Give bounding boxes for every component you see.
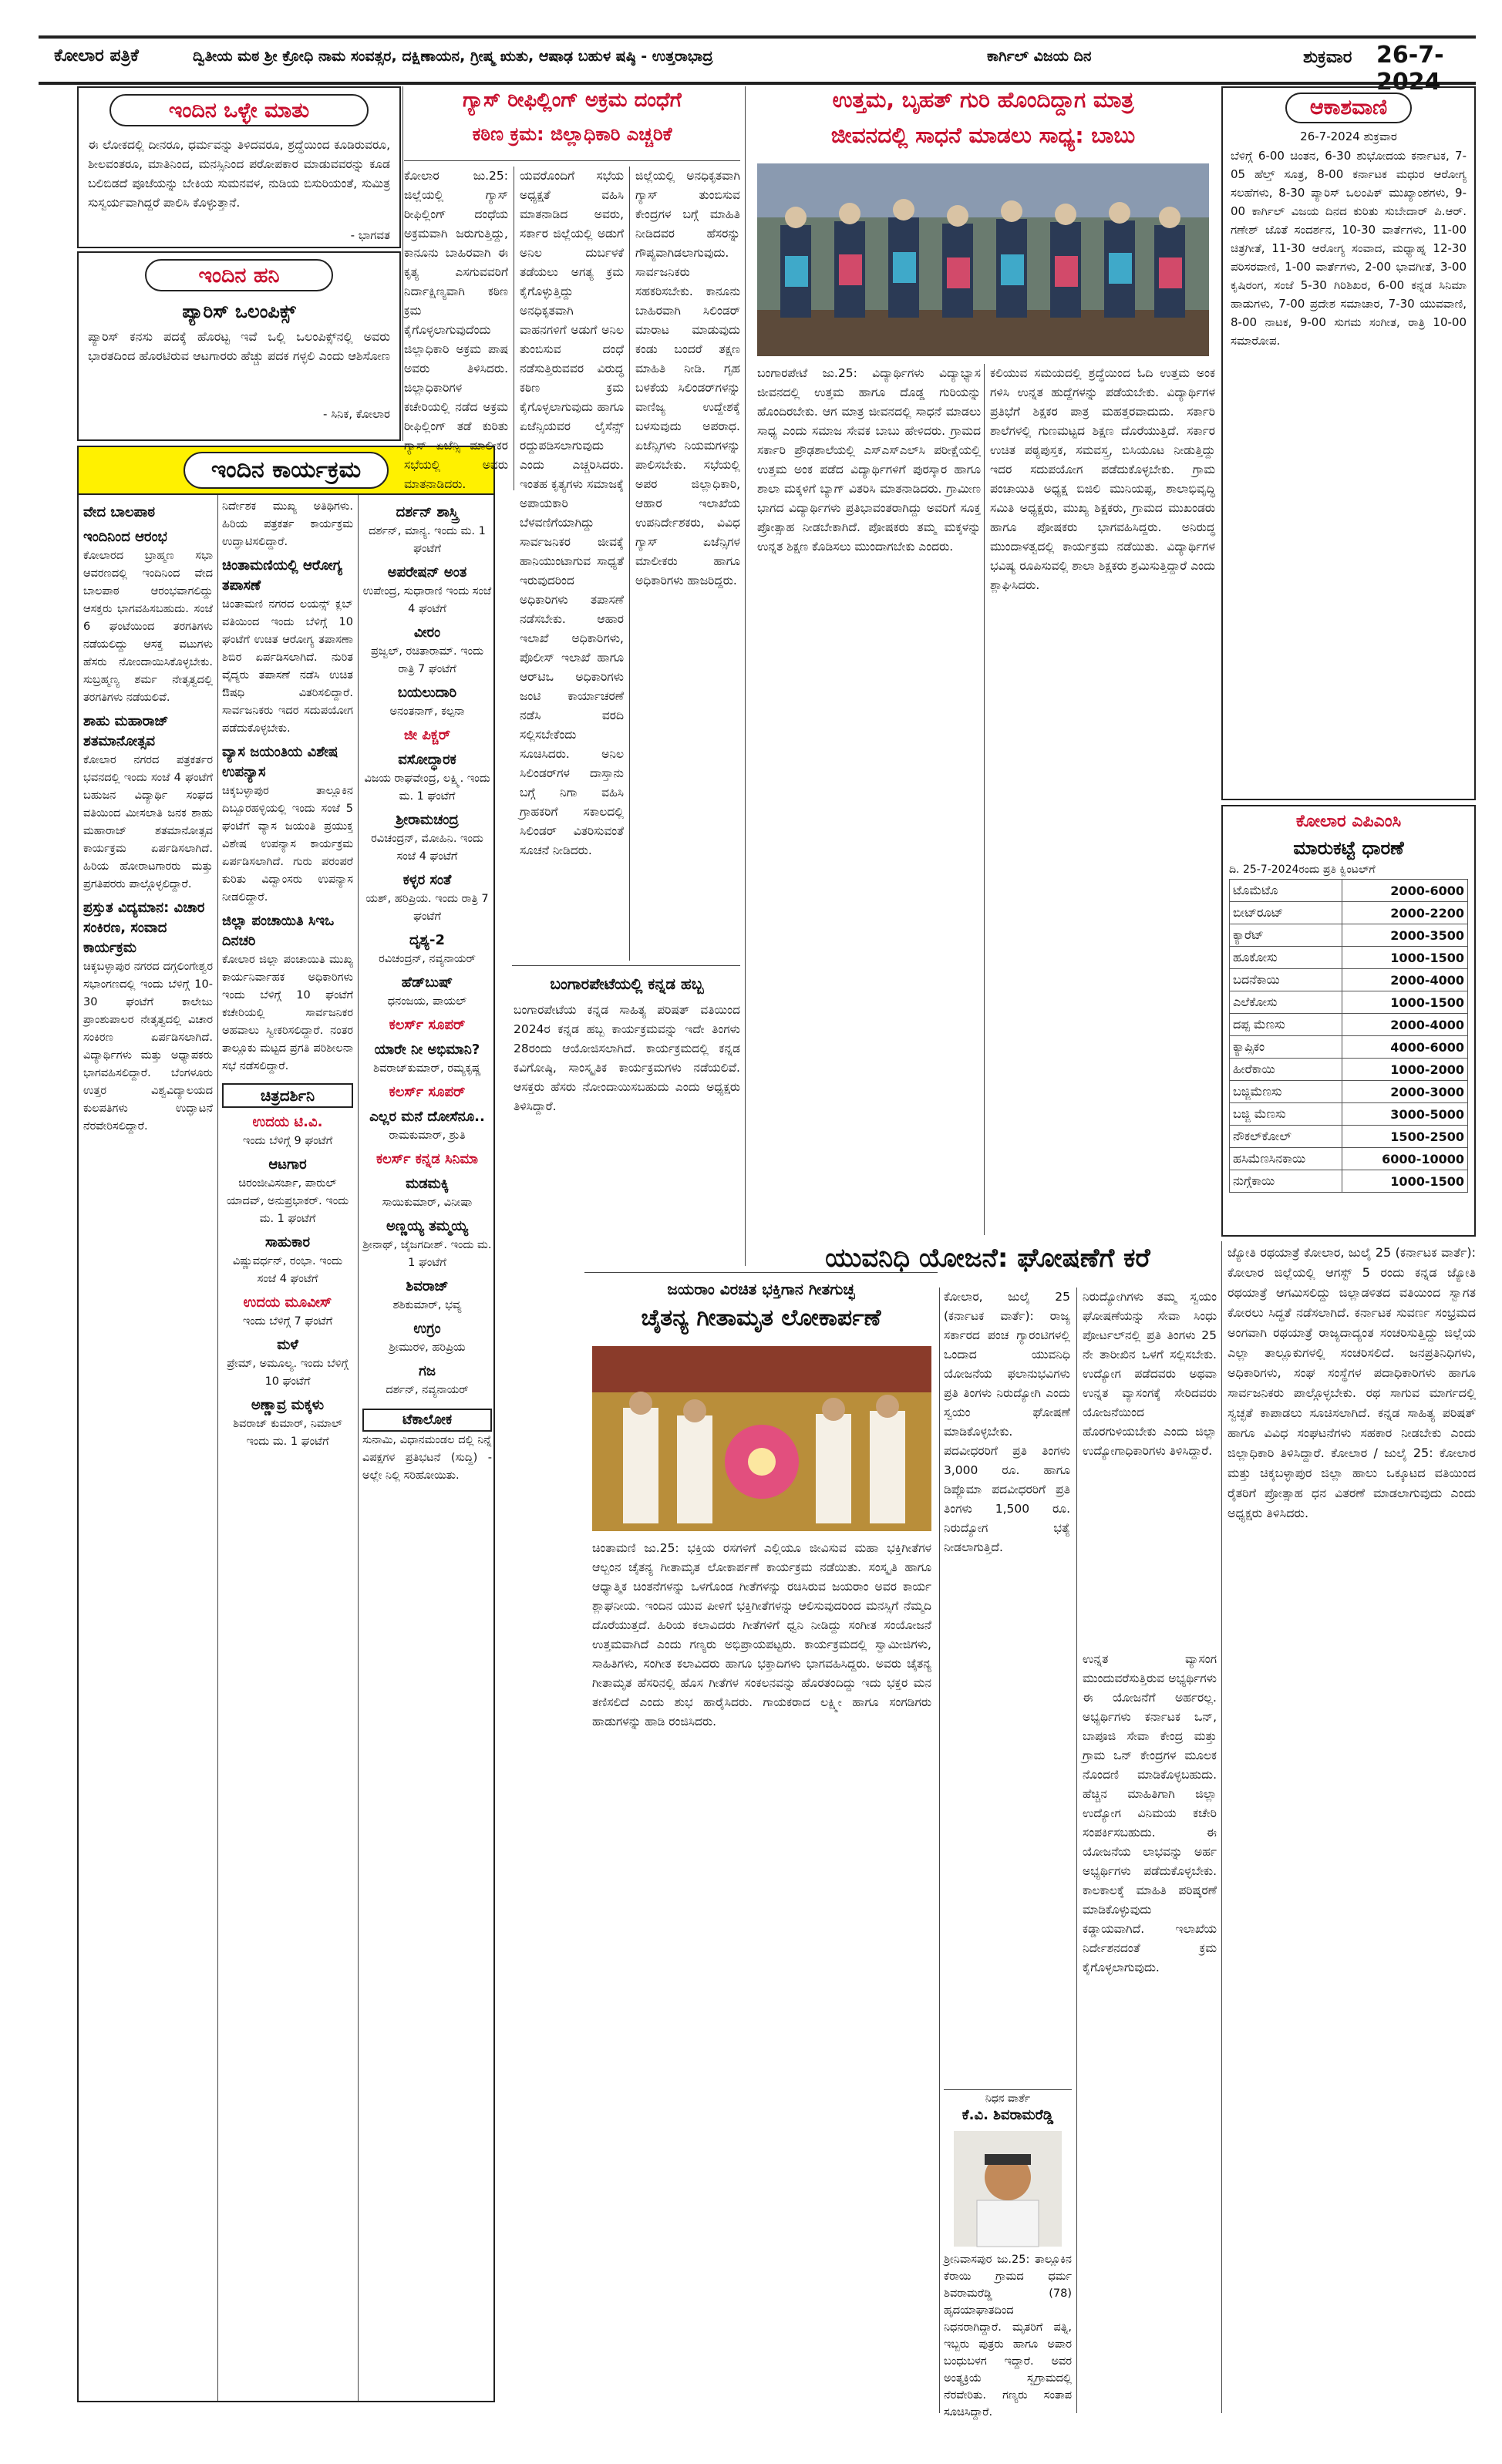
chaitanya-title: ಚೈತನ್ಯ ಗೀತಾಮೃತ ಲೋಕಾರ್ಪಣೆ: [641, 1304, 881, 1331]
gas-col-1: ಕೋಲಾರ ಜು.25: ಜಿಲ್ಲೆಯಲ್ಲಿ ಗ್ಯಾಸ್ ರೀಫಿಲ್ಲಿಂಗ್ ದಂಧೆಯ ಅಕ್ರಮವಾಗಿ ಜರುಗುತ್ತಿದ್ದು, ಕಾನೂನು ಬಾಹಿರವಾಗಿ ಈ ಕೃತ್ಯ ಎಸಗುವವರಿಗೆ ನಿರ್ದಾಕ್ಷಿಣ್ಯವಾಗಿ ಕಠಿಣ ಕ್ರಮ ಕೈಗೊಳ್ಳಲಾಗುವುದೆಂದು ಜಿಲ್ಲಾಧಿಕಾರಿ ಅಕ್ರಮ ಪಾಷ ಅವರು ತಿಳಿಸಿದರು. ಜಿಲ್ಲಾಧಿಕಾರಿಗಳ ಕಚೇರಿಯಲ್ಲಿ ನಡೆದ ಅಕ್ರಮ ರೀಫಿಲ್ಲಿಂಗ್ ತಡೆ ಕುರಿತು ಗ್ಯಾಸ್ ಏಜೆನ್ಸಿ ಮಾಲೀಕರ ಸಭೆಯಲ್ಲಿ ಅವರು ಮಾತನಾಡಿದರು.: [404, 169, 508, 491]
event-heading: ಜಿಲ್ಲಾ ಪಂಚಾಯಿತಿ ಸಿಇಒ ದಿನಚರಿ: [222, 913, 335, 949]
cinema-movie: ಶಿವರಾಜ್: [406, 1278, 449, 1294]
cinema-shows: ಚಿರಂಜೀವಿಸರ್ಜಾ, ಪಾರುಲ್ ಯಾದವ್, ಅನುಪ್ರಭಾಕರ್. ಇಂದು ಮ. 1 ಘಂಟೆಗೆ: [226, 1177, 349, 1225]
good-word-title: ಇಂದಿನ ಒಳ್ಳೇ ಮಾತು: [168, 99, 310, 123]
commodity-name: ಬೀಟ್‌ರೂಟ್: [1230, 902, 1342, 924]
market-row: [1230, 991, 1468, 1014]
cinema-movie: ಉಗ್ರಂ: [413, 1321, 441, 1337]
cinema-shows: ಧನಂಜಯ, ಪಾಯಲ್: [387, 995, 467, 1008]
aim-col-1: ಬಂಗಾರಪೇಟೆ ಜು.25: ವಿದ್ಯಾರ್ಥಿಗಳು ವಿದ್ಯಾಭ್ಯಾಸ ಜೀವನದಲ್ಲಿ ಉತ್ತಮ ಹಾಗೂ ದೊಡ್ಡ ಗುರಿಯನ್ನು ಹೊಂದಿರಬೇಕು. ಆಗ ಮಾತ್ರ ಜೀವನದಲ್ಲಿ ಸಾಧನೆ ಮಾಡಲು ಸಾಧ್ಯ ಎಂದು ಸಮಾಜ ಸೇವಕ ಬಾಬು ಹೇಳಿದರು. ಗ್ರಾಮದ ಸರ್ಕಾರಿ ಪ್ರೌಢಶಾಲೆಯಲ್ಲಿ ಎಸ್‌ಎಸ್‌ಎಲ್‌ಸಿ ಪರೀಕ್ಷೆಯಲ್ಲಿ ಉತ್ತಮ ಅಂಕ ಪಡೆದ ವಿದ್ಯಾರ್ಥಿಗಳಿಗೆ ಪುರಸ್ಕಾರ ಹಾಗೂ ಶಾಲಾ ಮಕ್ಕಳಿಗೆ ಬ್ಯಾಗ್ ವಿತರಿಸಿ ಮಾತನಾಡಿದರು. ಗ್ರಾಮೀಣ ಭಾಗದ ವಿದ್ಯಾರ್ಥಿಗಳು ಪ್ರತಿಭಾವಂತರಾಗಿದ್ದು ಅವರಿಗೆ ಸೂಕ್ತ ಪ್ರೋತ್ಸಾಹ ನೀಡಬೇಕಾಗಿದೆ. ಪೋಷಕರು ತಮ್ಮ ಮಕ್ಕಳನ್ನು ಉನ್ನತ ಶಿಕ್ಷಣ ಕೊಡಿಸಲು ಮುಂದಾಗಬೇಕು ಎಂದರು.: [757, 366, 981, 554]
commodity-name: ಕ್ಯಾಪ್ಸಿಕಂ: [1230, 1036, 1342, 1059]
cinema-movie: ವಸೋದ್ಧಾರಕ: [398, 752, 456, 768]
teleloka-title: ಟೆಕಾಲೋಕ: [362, 1409, 492, 1432]
gas-col-2: ಯವರೊಂದಿಗೆ ಸಭೆಯ ಅಧ್ಯಕ್ಷತೆ ವಹಿಸಿ ಮಾತನಾಡಿದ ಅವರು, ಸರ್ಕಾರ ಜಿಲ್ಲೆಯಲ್ಲಿ ಅಡುಗೆ ಅನಿಲ ದುರ್ಬಳಕೆ ತಡೆಯಲು ಅಗತ್ಯ ಕ್ರಮ ಕೈಗೊಳ್ಳುತ್ತಿದ್ದು ಅನಧಿಕೃತವಾಗಿ ವಾಹನಗಳಿಗೆ ಅಡುಗೆ ಅನಿಲ ತುಂಬಿಸುವ ದಂಧೆ ನಡೆಸುತ್ತಿರುವವರ ವಿರುದ್ಧ ಕಠಿಣ ಕ್ರಮ ಕೈಗೊಳ್ಳಲಾಗುವುದು ಹಾಗೂ ಏಜೆನ್ಸಿಯವರ ಲೈಸೆನ್ಸ್ ರದ್ದುಪಡಿಸಲಾಗುವುದು ಎಂದು ಎಚ್ಚರಿಸಿದರು. ಇಂತಹ ಕೃತ್ಯಗಳು ಸಮಾಜಕ್ಕೆ ಅಪಾಯಕಾರಿ ಬೆಳವಣಿಗೆಯಾಗಿದ್ದು ಸಾರ್ವಜನಿಕರ ಜೀವಕ್ಕೆ ಹಾನಿಯುಂಟಾಗುವ ಸಾಧ್ಯತೆ ಇರುವುದರಿಂದ ಅಧಿಕಾರಿಗಳು ತಪಾಸಣೆ ನಡೆಸಬೇಕು. ಆಹಾರ ಇಲಾಖೆ ಅಧಿಕಾರಿಗಳು, ಪೊಲೀಸ್ ಇಲಾಖೆ ಹಾಗೂ ಆರ್‌ಟಿಒ ಅಧಿಕಾರಿಗಳು ಜಂಟಿ ಕಾರ್ಯಾಚರಣೆ ನಡೆಸಿ ವರದಿ ಸಲ್ಲಿಸಬೇಕೆಂದು ಸೂಚಿಸಿದರು. ಅನಿಲ ಸಿಲಿಂಡರ್‌ಗಳ ದಾಸ್ತಾನು ಬಗ್ಗೆ ನಿಗಾ ವಹಿಸಿ ಗ್ರಾಹಕರಿಗೆ ಸಕಾಲದಲ್ಲಿ ಸಿಲಿಂಡರ್ ವಿತರಿಸುವಂತೆ ಸೂಚನೆ ನೀಡಿದರು.: [520, 169, 624, 857]
market-row: [1230, 924, 1468, 947]
commodity-name: ಎಲೆಕೋಸು: [1230, 991, 1342, 1014]
good-word-source: - ಭಾಗವತ: [350, 228, 390, 242]
yuvanidhi-col-3: ಉನ್ನತ ವ್ಯಾಸಂಗ ಮುಂದುವರೆಸುತ್ತಿರುವ ಅಭ್ಯರ್ಥಿಗಳು ಈ ಯೋಜನೆಗೆ ಅರ್ಹರಲ್ಲ. ಅಭ್ಯರ್ಥಿಗಳು ಕರ್ನಾಟಕ ಒನ್, ಬಾಪೂಜಿ ಸೇವಾ ಕೇಂದ್ರ ಮತ್ತು ಗ್ರಾಮ ಒನ್ ಕೇಂದ್ರಗಳ ಮೂಲಕ ನೊಂದಣಿ ಮಾಡಿಕೊಳ್ಳಬಹುದು. ಹೆಚ್ಚಿನ ಮಾಹಿತಿಗಾಗಿ ಜಿಲ್ಲಾ ಉದ್ಯೋಗ ವಿನಿಮಯ ಕಚೇರಿ ಸಂಪರ್ಕಿಸಬಹುದು. ಈ ಯೋಜನೆಯ ಲಾಭವನ್ನು ಅರ್ಹ ಅಭ್ಯರ್ಥಿಗಳು ಪಡೆದುಕೊಳ್ಳಬೇಕು. ಕಾಲಕಾಲಕ್ಕೆ ಮಾಹಿತಿ ಪರಿಷ್ಕರಣೆ ಮಾಡಿಕೊಳ್ಳುವುದು ಕಡ್ಡಾಯವಾಗಿದೆ. ಇಲಾಖೆಯ ನಿರ್ದೇಶನದಂತೆ ಕ್ರಮ ಕೈಗೊಳ್ಳಲಾಗುವುದು.: [1083, 1652, 1217, 1974]
cinema-movie: ಅಪರೇಷನ್ ಅಂತ: [387, 564, 467, 581]
obituary: [944, 2089, 1072, 2419]
commodity-price: 1000-1500: [1342, 1170, 1467, 1193]
cinema-movie: ಕಳ್ಳರ ಸಂತೆ: [402, 872, 452, 888]
event-heading: ಚಿಂತಾಮಣಿಯಲ್ಲಿ ಆರೋಗ್ಯ ತಪಾಸಣೆ: [222, 557, 342, 594]
commodity-price: 1000-1500: [1342, 947, 1467, 969]
obituary-photo: [954, 2131, 1062, 2247]
cinema-movie: ಅಣ್ಣಯ್ಯ ತಮ್ಮಯ್ಯ: [386, 1218, 469, 1234]
cinema-channel: ಕಲರ್ಸ್ ಕನ್ನಡ ಸಿನಿಮಾ: [376, 1151, 479, 1167]
drop-heading: ಪ್ಯಾರಿಸ್ ಒಲಂಪಿಕ್ಸ್: [182, 301, 296, 322]
obituary-label: ನಿಧನ ವಾರ್ತೆ: [985, 2092, 1031, 2105]
festival-story: [514, 973, 740, 1266]
cinema-shows: ಶಿವರಾಜ್‌ಕುಮಾರ್, ರಮ್ಯಕೃಷ್ಣ: [373, 1062, 481, 1075]
commodity-price: 6000-10000: [1342, 1148, 1467, 1170]
cinema-shows: ಸಾಯಿಕುಮಾರ್, ವಿನೀಷಾ: [382, 1197, 473, 1209]
cinema-movie: ಶ್ರೀರಾಮಚಂದ್ರ: [396, 812, 459, 828]
market-row: [1230, 1036, 1468, 1059]
cinema-movie: ಮಳೆ: [277, 1337, 298, 1353]
program-col-1: [83, 498, 213, 2395]
cinema-movie: ಮಡಮಕ್ಕಿ: [406, 1176, 449, 1192]
commodity-price: 2000-2200: [1342, 902, 1467, 924]
weekday: ಶುಕ್ರವಾರ: [1303, 48, 1352, 67]
market-box: [1221, 805, 1476, 1237]
cinema-shows: ಪ್ರಜ್ವಲ್, ರಚಿತಾರಾಮ್. ಇಂದು ರಾತ್ರಿ 7 ಘಂಟೆಗೆ: [370, 645, 484, 675]
cinema-channel: ಉದಯ ಟಿ.ವಿ.: [252, 1114, 323, 1130]
commodity-name: ನೌಕಲ್‌ಕೋಲ್: [1230, 1126, 1342, 1148]
program-col-2: [222, 498, 353, 2395]
gas-col-3: ಜಿಲ್ಲೆಯಲ್ಲಿ ಅನಧಿಕೃತವಾಗಿ ಗ್ಯಾಸ್ ತುಂಬಿಸುವ ಕೇಂದ್ರಗಳ ಬಗ್ಗೆ ಮಾಹಿತಿ ನೀಡಿದವರ ಹೆಸರನ್ನು ಗೌಪ್ಯವಾಗಿಡಲಾಗುವುದು. ಸಾರ್ವಜನಿಕರು ಸಹಕರಿಸಬೇಕು. ಕಾನೂನು ಬಾಹಿರವಾಗಿ ಸಿಲಿಂಡರ್ ಮಾರಾಟ ಮಾಡುವುದು ಕಂಡು ಬಂದರೆ ತಕ್ಷಣ ಮಾಹಿತಿ ನೀಡಿ. ಗೃಹ ಬಳಕೆಯ ಸಿಲಿಂಡರ್‌ಗಳನ್ನು ವಾಣಿಜ್ಯ ಉದ್ದೇಶಕ್ಕೆ ಬಳಸುವುದು ಅಪರಾಧ. ಏಜೆನ್ಸಿಗಳು ನಿಯಮಗಳನ್ನು ಪಾಲಿಸಬೇಕು. ಸಭೆಯಲ್ಲಿ ಅಪರ ಜಿಲ್ಲಾಧಿಕಾರಿ, ಆಹಾರ ಇಲಾಖೆಯ ಉಪನಿರ್ದೇಶಕರು, ವಿವಿಧ ಗ್ಯಾಸ್ ಏಜೆನ್ಸಿಗಳ ಮಾಲೀಕರು ಹಾಗೂ ಅಧಿಕಾರಿಗಳು ಹಾಜರಿದ್ದರು.: [635, 169, 740, 587]
commodity-name: ಹೀರೆಕಾಯಿ: [1230, 1059, 1342, 1081]
cinema-channel: ಕಲರ್ಸ್ ಸೂಪರ್: [389, 1017, 466, 1033]
cinema-movie: ಗಜ: [419, 1363, 436, 1379]
obituary-text: ಶ್ರೀನಿವಾಸಪುರ ಜು.25: ತಾಲ್ಲೂಕಿನ ಕೆರಾಯಿ ಗ್ರಾಮದ ಧರ್ಮ ಶಿವರಾಮರೆಡ್ಡಿ (78) ಹೃದಯಾಘಾತದಿಂದ ನಿಧನರಾಗಿದ್ದಾರೆ. ಮೃತರಿಗೆ ಪತ್ನಿ, ಇಬ್ಬರು ಪುತ್ರರು ಹಾಗೂ ಅಪಾರ ಬಂಧುಬಳಗ ಇದ್ದಾರೆ. ಅವರ ಅಂತ್ಯಕ್ರಿಯೆ ಸ್ವಗ್ರಾಮದಲ್ಲಿ ನೆರವೇರಿತು. ಗಣ್ಯರು ಸಂತಾಪ ಸೂಚಿಸಿದ್ದಾರೆ.: [944, 2254, 1072, 2419]
cinema-shows: ಶಿವರಾಜ್ ಕುಮಾರ್, ನಿಮಾಲ್ ಇಂದು ಮ. 1 ಘಂಟೆಗೆ: [233, 1418, 342, 1448]
event-text: ಕೋಲಾರ ನಗರದ ಪತ್ರಕರ್ತರ ಭವನದಲ್ಲಿ ಇಂದು ಸಂಜೆ 4 ಘಂಟೆಗೆ ಬಹುಜನ ವಿದ್ಯಾರ್ಥಿ ಸಂಘದ ವತಿಯಿಂದ ಮೀಸಲಾತಿ ಜನಕ ಶಾಹು ಮಹಾರಾಜ್ ಶತಮಾನೋತ್ಸವ ಕಾರ್ಯಕ್ರಮ ಏರ್ಪಡಿಸಲಾಗಿದೆ. ಹಿರಿಯ ಹೋರಾಟಗಾರರು ಮತ್ತು ಪ್ರಗತಿಪರರು ಪಾಲ್ಗೊಳ್ಳಲಿದ್ದಾರೆ.: [83, 754, 213, 890]
cinema-shows: ವಿಜಯ ರಾಘವೇಂದ್ರ, ಲಕ್ಷ್ಮಿ. ಇಂದು ಮ. 1 ಘಂಟೆಗೆ: [364, 773, 490, 803]
event-heading: ವೇದ ಬಾಲಪಾಠ: [83, 504, 156, 520]
market-row: [1230, 880, 1468, 902]
radio-box: [1221, 86, 1476, 800]
commodity-price: 3000-5000: [1342, 1103, 1467, 1126]
aim-col-2: ಕಲಿಯುವ ಸಮಯದಲ್ಲಿ ಶ್ರದ್ಧೆಯಿಂದ ಓದಿ ಉತ್ತಮ ಅಂಕ ಗಳಿಸಿ ಉನ್ನತ ಹುದ್ದೆಗಳನ್ನು ಪಡೆಯಬೇಕು. ವಿದ್ಯಾರ್ಥಿಗಳ ಪ್ರತಿಭೆಗೆ ಶಿಕ್ಷಕರ ಪಾತ್ರ ಮಹತ್ತರವಾದುದು. ಸರ್ಕಾರಿ ಶಾಲೆಗಳಲ್ಲಿ ಗುಣಮಟ್ಟದ ಶಿಕ್ಷಣ ದೊರೆಯುತ್ತಿದೆ. ಸರ್ಕಾರ ಉಚಿತ ಪಠ್ಯಪುಸ್ತಕ, ಸಮವಸ್ತ್ರ, ಬಿಸಿಯೂಟ ನೀಡುತ್ತಿದ್ದು ಇದರ ಸದುಪಯೋಗ ಪಡೆದುಕೊಳ್ಳಬೇಕು. ಗ್ರಾಮ ಪಂಚಾಯಿತಿ ಅಧ್ಯಕ್ಷ ಬಿಜಿಲಿ ಮುನಿಯಪ್ಪ, ಶಾಲಾಭಿವೃದ್ಧಿ ಸಮಿತಿ ಅಧ್ಯಕ್ಷರು, ಮುಖ್ಯ ಶಿಕ್ಷಕರು, ಗ್ರಾಮದ ಮುಖಂಡರು ಹಾಗೂ ಪೋಷಕರು ಭಾಗವಹಿಸಿದ್ದರು. ಅನಿರುದ್ಧ ಮುಂದಾಳತ್ವದಲ್ಲಿ ಕಾರ್ಯಕ್ರಮ ನಡೆಯಿತು. ವಿದ್ಯಾರ್ಥಿಗಳ ಭವಿಷ್ಯ ರೂಪಿಸುವಲ್ಲಿ ಶಾಲಾ ಶಿಕ್ಷಕರು ಶ್ರಮಿಸುತ್ತಿದ್ದಾರೆ ಎಂದು ಶ್ಲಾಘಿಸಿದರು.: [990, 366, 1215, 592]
cinema-shows: ಶ್ರೀಮುರಳಿ, ಹರಿಪ್ರಿಯ: [389, 1341, 466, 1354]
cinema-shows: ರಾಮಕುಮಾರ್, ಶ್ರುತಿ: [389, 1129, 466, 1142]
cinema-movie: ದರ್ಶನ್ ಶಾಸ್ತ್ರಿ: [396, 504, 459, 520]
cinema-shows: ಅನಂತನಾಗ್, ಕಲ್ಪನಾ: [389, 705, 465, 718]
cinema-shows: ವಿಷ್ಣುವರ್ಧನ್, ರಂಭಾ. ಇಂದು ಸಂಜೆ 4 ಘಂಟೆಗೆ: [232, 1255, 343, 1285]
aim-story: [749, 86, 1217, 1235]
drop-text: ಪ್ಯಾರಿಸ್ ಕನಸು ಪದಕ್ಕೆ ಹೊರಟ್ಟ ಇವೆ ಒಲ್ಲಿ ಒಲಂಪಿಕ್ಸ್‌ನಲ್ಲಿ ಅವರು ಭಾರತದಿಂದ ಹೊರಟಿರುವ ಆಟಗಾರರು ಹೆಚ್ಚು ಪದಕ ಗಳ್ಳಲಿ ಎಂದು ಆಶಿಸೋಣ: [88, 329, 390, 363]
drop-title: ಇಂದಿನ ಹನಿ: [198, 264, 280, 288]
cinema-movie: ಯಾರೇ ನೀ ಅಭಿಮಾನಿ?: [374, 1042, 480, 1058]
market-date: ದಿ. 25-7-2024ರಂದು ಪ್ರತಿ ಕ್ವಿಂಟಲ್‌ಗೆ: [1229, 863, 1376, 876]
cinema-movie: ಆಟಗಾರ: [268, 1156, 307, 1173]
commodity-name: ಬಜ್ಜಿ ಮೆಣಸು: [1230, 1103, 1342, 1126]
event-text: ಕೋಲಾರದ ಬ್ರಾಹ್ಮಣ ಸಭಾ ಆವರಣದಲ್ಲಿ ಇಂದಿನಿಂದ ವೇದ ಬಾಲಪಾಠ ಆರಂಭವಾಗಲಿದ್ದು ಆಸಕ್ತರು ಭಾಗವಹಿಸಬಹುದು. ಸಂಜೆ 6 ಘಂಟೆಯಿಂದ ತರಗತಿಗಳು ನಡೆಯಲಿದ್ದು ಆಸಕ್ತ ವಟುಗಳು ಹೆಸರು ನೋಂದಾಯಿಸಿಕೊಳ್ಳಬೇಕು. ಸುಬ್ರಹ್ಮಣ್ಯ ಶರ್ಮ ನೇತೃತ್ವದಲ್ಲಿ ತರಗತಿಗಳು ನಡೆಯಲಿವೆ.: [83, 550, 213, 704]
market-row: [1230, 1148, 1468, 1170]
drop-box: [77, 251, 401, 441]
market-row: [1230, 1014, 1468, 1036]
event-heading: ವ್ಯಾಸ ಜಯಂತಿಯ ವಿಶೇಷ ಉಪನ್ಯಾಸ: [222, 744, 338, 780]
festival-title: ಬಂಗಾರಪೇಟೆಯಲ್ಲಿ ಕನ್ನಡ ಹಬ್ಬ: [550, 974, 704, 993]
chaitanya-text: ಚಿಂತಾಮಣಿ ಜು.25: ಭಕ್ತಿಯ ರಸಗಳಿಗೆ ಎಲ್ಲಿಯೂ ಜೀವಿಸುವ ಮಹಾ ಭಕ್ತಿಗೀತೆಗಳ ಆಲ್ಬಂನ ಚೈತನ್ಯ ಗೀತಾಮೃತ ಲೋಕಾರ್ಪಣೆ ಕಾರ್ಯಕ್ರಮ ನಡೆಯಿತು. ಸಂಸ್ಕೃತಿ ಹಾಗೂ ಆಧ್ಯಾತ್ಮಿಕ ಚಿಂತನೆಗಳನ್ನು ಒಳಗೊಂಡ ಗೀತೆಗಳನ್ನು ರಚಿಸಿರುವ ಜಯರಾಂ ಅವರ ಕಾರ್ಯ ಶ್ಲಾಘನೀಯ. ಇಂದಿನ ಯುವ ಪೀಳಿಗೆ ಭಕ್ತಿಗೀತೆಗಳನ್ನು ಆಲಿಸುವುದರಿಂದ ಮನಸ್ಸಿಗೆ ನೆಮ್ಮದಿ ದೊರೆಯುತ್ತದೆ. ಹಿರಿಯ ಕಲಾವಿದರು ಗೀತೆಗಳಿಗೆ ಧ್ವನಿ ನೀಡಿದ್ದು ಸಂಗೀತ ಸಂಯೋಜನೆ ಉತ್ತಮವಾಗಿದೆ ಎಂದು ಗಣ್ಯರು ಅಭಿಪ್ರಾಯಪಟ್ಟರು. ಕಾರ್ಯಕ್ರಮದಲ್ಲಿ ಸ್ವಾಮೀಜಿಗಳು, ಸಾಹಿತಿಗಳು, ಸಂಗೀತ ಕಲಾವಿದರು ಹಾಗೂ ಭಕ್ತಾದಿಗಳು ಭಾಗವಹಿಸಿದ್ದರು. ಅವರು ಚೈತನ್ಯ ಗೀತಾಮೃತ ಹೆಸರಿನಲ್ಲಿ ಹೊಸ ಗೀತೆಗಳ ಸಂಕಲನವನ್ನು ಹೊರತಂದಿದ್ದು ಇದು ಭಕ್ತರ ಮನ ತಣಿಸಲಿದೆ ಎಂದು ಶುಭ ಹಾರೈಸಿದರು. ಗಾಯಕರಾದ ಲಕ್ಷ್ಮೀ ಹಾಗೂ ಸಂಗಡಿಗರು ಹಾಡುಗಳನ್ನು ಹಾಡಿ ರಂಜಿಸಿದರು.: [592, 1541, 931, 1729]
commodity-name: ಹಸಿಮೆಣಸಿನಕಾಯಿ: [1230, 1148, 1342, 1170]
radio-date: 26-7-2024 ಶುಕ್ರವಾರ: [1300, 130, 1397, 143]
teleloka-text: ಸುನಾಮಿ, ವಿಧಾನಮಂಡಲ ದಲ್ಲಿ ನಿನ್ನೆ ವಿಪಕ್ಷಗಳ ಪ್ರತಿಭಟನೆ (ಸುದ್ದಿ) - ಅಲ್ಲೇ ನಿಲ್ಲಿ ಸರಿಹೋಯಿತು.: [362, 1434, 492, 1482]
gas-story: [404, 86, 740, 1266]
commodity-name: ಬದನೆಕಾಯಿ: [1230, 969, 1342, 991]
commodity-name: ಟೊಮೆಟೊ: [1230, 880, 1342, 902]
market-row: [1230, 1126, 1468, 1148]
market-row: [1230, 1059, 1468, 1081]
cinema-movie: ಅಣ್ಣಾವ್ರ ಮಕ್ಕಳು: [251, 1397, 325, 1413]
cinema-movie: ವೀರಂ: [413, 624, 441, 641]
radio-title: ಆಕಾಶವಾಣಿ: [1285, 93, 1412, 123]
commodity-price: 2000-4000: [1342, 969, 1467, 991]
cinema-shows: ಇಂದು ಬೆಳಿಗ್ಗೆ 9 ಘಂಟೆಗೆ: [242, 1135, 333, 1147]
cinema-shows: ಯಶ್, ಹರಿಪ್ರಿಯ. ಇಂದು ರಾತ್ರಿ 7 ಘಂಟೆಗೆ: [365, 893, 489, 923]
special-day: ಕಾರ್ಗಿಲ್ ವಿಜಯ ದಿನ: [987, 48, 1092, 65]
commodity-price: 2000-4000: [1342, 1014, 1467, 1036]
radio-text: ಬೆಳಿಗ್ಗೆ 6-00 ಚಿಂತನ, 6-30 ಶುಭೋದಯ ಕರ್ನಾಟಕ, 7-05 ಹೆಲ್ತ್ ಸೂತ್ರ, 8-00 ಕರ್ನಾಟಕ ಮಧುರ ಆರೋಗ್ಯ ಸಲಹೆಗಳು, 8-30 ಪ್ಯಾರಿಸ್ ಒಲಂಪಿಕ್ ಮುಖ್ಯಾಂಶಗಳು, 9-00 ಕಾರ್ಗಿಲ್ ವಿಜಯ ದಿನದ ಕುರಿತು ಸುಬೇದಾರ್ ಪಿ.ಆರ್. ಗಣೇಶ್ ಜೊತೆ ಸಂದರ್ಶನ, 10-30 ವಾರ್ತೆಗಳು, 11-00 ಚಿತ್ರಗೀತೆ, 11-30 ಆರೋಗ್ಯ ಸಂವಾದ, ಮಧ್ಯಾಹ್ನ 12-30 ಪರಿಸರವಾಣಿ, 1-00 ವಾರ್ತೆಗಳು, 2-00 ಭಾವಗೀತೆ, 3-00 ಕೃಷಿರಂಗ, ಸಂಜೆ 5-30 ಗಿರಿಶಿಖರ, 6-00 ಕನ್ನಡ ಸಿನಿಮಾ ಹಾಡುಗಳು, 7-00 ಪ್ರದೇಶ ಸಮಾಚಾರ, 7-30 ಯುವವಾಣಿ, 8-00 ನಾಟಕ, 9-00 ಸುಗಮ ಸಂಗೀತ, ರಾತ್ರಿ 10-00 ಸಮಾರೋಪ.: [1231, 149, 1467, 348]
cinema-movie: ಬಯಲುದಾರಿ: [397, 685, 457, 701]
chaitanya-kicker: ಜಯರಾಂ ವಿರಚಿತ ಭಕ್ತಿಗಾನ ಗೀತಗುಚ್ಛ: [667, 1280, 855, 1298]
cinema-channel: ಜೀ ಪಿಕ್ಚರ್: [403, 727, 451, 743]
cinema-title: ಚಿತ್ರದರ್ಶಿನಿ: [222, 1083, 353, 1108]
market-row: [1230, 947, 1468, 969]
commodity-price: 1000-1500: [1342, 991, 1467, 1014]
market-row: [1230, 1081, 1468, 1103]
cinema-movie: ಎಲ್ಲರ ಮನೆ ದೋಸೆನೂ..: [369, 1109, 485, 1125]
obituary-name: ಕೆ.ವಿ. ಶಿವರಾಮರೆಡ್ಡಿ: [961, 2107, 1054, 2123]
market-row: [1230, 902, 1468, 924]
masthead: [39, 35, 1476, 96]
issue-date: 26-7-2024: [1376, 42, 1444, 96]
yuvanidhi-col-1: ಕೋಲಾರ, ಜುಲೈ 25 (ಕರ್ನಾಟಕ ವಾರ್ತೆ): ರಾಜ್ಯ ಸರ್ಕಾರದ ಪಂಚ ಗ್ಯಾರಂಟಿಗಳಲ್ಲಿ ಒಂದಾದ ಯುವನಿಧಿ ಯೋಜನೆಯ ಫಲಾನುಭವಿಗಳು ಪ್ರತಿ ತಿಂಗಳು ನಿರುದ್ಯೋಗಿ ಎಂದು ಸ್ವಯಂ ಘೋಷಣೆ ಮಾಡಿಕೊಳ್ಳಬೇಕು. ಪದವೀಧರರಿಗೆ ಪ್ರತಿ ತಿಂಗಳು 3,000 ರೂ. ಹಾಗೂ ಡಿಪ್ಲೊಮಾ ಪದವೀಧರರಿಗೆ ಪ್ರತಿ ತಿಂಗಳು 1,500 ರೂ. ನಿರುದ್ಯೋಗ ಭತ್ಯೆ ನೀಡಲಾಗುತ್ತಿದೆ.: [944, 1290, 1070, 1554]
program-title: ಇಂದಿನ ಕಾರ್ಯಕ್ರಮ: [184, 452, 389, 489]
good-word-box: [77, 86, 401, 248]
market-row: [1230, 1170, 1468, 1193]
students-photo: [757, 163, 1209, 356]
cinema-shows: ಪ್ರೇಮ್, ಅಮೂಲ್ಯ. ಇಂದು ಬೆಳಿಗ್ಗೆ 10 ಘಂಟೆಗೆ: [227, 1358, 349, 1388]
commodity-name: ಹೂಕೋಸು: [1230, 947, 1342, 969]
cinema-channel: ಉದಯ ಮೂವೀಸ್: [243, 1294, 332, 1311]
market-table: [1229, 879, 1468, 1193]
date-line: ದ್ವಿತೀಯ ಮಠ ಶ್ರೀ ಕ್ರೋಧಿ ನಾಮ ಸಂವತ್ಸರ, ದಕ್ಷಿಣಾಯನ, ಗ್ರೀಷ್ಮ ಋತು, ಆಷಾಢ ಬಹುಳ ಷಷ್ಠಿ - ಉತ್ತರಾಭಾದ್ರ: [193, 48, 713, 65]
cinema-shows: ಉಪೇಂದ್ರ, ಸುಧಾರಾಣಿ ಇಂದು ಸಂಜೆ 4 ಘಂಟೆಗೆ: [362, 585, 492, 615]
cinema-movie: ಸಾಹುಕಾರ: [264, 1234, 311, 1251]
drop-author: - ಸಿನಿಕ, ಕೋಲಾರ: [323, 407, 390, 421]
commodity-name: ಕ್ಯಾರೆಟ್: [1230, 924, 1342, 947]
cinema-shows: ರವಿಚಂದ್ರನ್, ನವ್ಯನಾಯರ್: [379, 953, 476, 965]
event-heading: ಶಾಹು ಮಹಾರಾಜ್ ಶತಮಾನೋತ್ಸವ: [83, 713, 169, 749]
event-heading: ಇಂದಿನಿಂದ ಆರಂಭ: [83, 529, 167, 545]
commodity-price: 1000-2000: [1342, 1059, 1467, 1081]
cinema-channel: ಕಲರ್ಸ್ ಸೂಪರ್: [389, 1084, 466, 1100]
gas-subtitle: ಕಠಿಣ ಕ್ರಮ: ಜಿಲ್ಲಾಧಿಕಾರಿ ಎಚ್ಚರಿಕೆ: [472, 123, 672, 145]
cinema-shows: ದರ್ಶನ್, ಮಾನ್ಯ. ಇಂದು ಮ. 1 ಘಂಟೆಗೆ: [369, 525, 486, 555]
event-text: ಕೋಲಾರ ಜಿಲ್ಲಾ ಪಂಚಾಯಿತಿ ಮುಖ್ಯ ಕಾರ್ಯನಿರ್ವಾಹಕ ಅಧಿಕಾರಿಗಳು ಇಂದು ಬೆಳಿಗ್ಗೆ 10 ಘಂಟೆಗೆ ಕಚೇರಿಯಲ್ಲಿ ಸಾರ್ವಜನಿಕರ ಅಹವಾಲು ಸ್ವೀಕರಿಸಲಿದ್ದಾರೆ. ನಂತರ ತಾಲ್ಲೂಕು ಮಟ್ಟದ ಪ್ರಗತಿ ಪರಿಶೀಲನಾ ಸಭೆ ನಡೆಸಲಿದ್ದಾರೆ.: [222, 954, 353, 1072]
good-word-text: ಈ ಲೋಕದಲ್ಲಿ ದೀನರೂ, ಧರ್ಮವನ್ನು ತಿಳಿದವರೂ, ಶ್ರದ್ಧೆಯಿಂದ ಕೂಡಿರುವರೂ, ಶೀಲವಂತರೂ, ಮಾತಿನಿಂದ, ಮನಸ್ಸಿನಿಂದ ಪರೋಪಕಾರ ಮಾಡುವವರನ್ನು ಕೂಡ ಬಲಿಬಿಡದೆ ಪೂಜೆಯನ್ನು ಬೇಕಿಯ ಸುಮನವಳ, ನುಡಿಯ ಬಿಸುರಿಯಂತೆ, ಸುಮಿತ್ರ ಸುಸ್ವರ್ಯವಾಗಿದ್ದರೆ ಪಾಲಿಸಿ ಕೊಳ್ಳುತ್ತಾನೆ.: [88, 138, 390, 210]
aim-title: ಉತ್ತಮ, ಬೃಹತ್ ಗುರಿ ಹೊಂದಿದ್ದಾಗ ಮಾತ್ರ: [832, 87, 1134, 113]
aim-subtitle: ಜೀವನದಲ್ಲಿ ಸಾಧನೆ ಮಾಡಲು ಸಾಧ್ಯ: ಬಾಬು: [830, 123, 1136, 148]
cinema-movie: ಹೆಡ್‌ಬುಷ್: [401, 974, 453, 991]
commodity-price: 2000-3500: [1342, 924, 1467, 947]
cinema-shows: ಶ್ರೀನಾಥ್, ಜೈಜಗದೀಶ್. ಇಂದು ಮ. 1 ಘಂಟೆಗೆ: [362, 1239, 492, 1269]
commodity-name: ದಪ್ಪ ಮೆಣಸು: [1230, 1014, 1342, 1036]
event-text: ಚಿಕ್ಕಬಳ್ಳಾಪುರ ತಾಲ್ಲೂಕಿನ ದಿಬ್ಬೂರಹಳ್ಳಿಯಲ್ಲಿ ಇಂದು ಸಂಜೆ 5 ಘಂಟೆಗೆ ವ್ಯಾಸ ಜಯಂತಿ ಪ್ರಯುಕ್ತ ವಿಶೇಷ ಉಪನ್ಯಾಸ ಕಾರ್ಯಕ್ರಮ ಏರ್ಪಡಿಸಲಾಗಿದೆ. ಗುರು ಪರಂಪರೆ ಕುರಿತು ವಿದ್ವಾಂಸರು ಉಪನ್ಯಾಸ ನೀಡಲಿದ್ದಾರೆ.: [222, 785, 353, 904]
event-text: ಚಿಕ್ಕಬಳ್ಳಾಪುರ ನಗರದ ದಗ್ಗಲಿಂಗೇಶ್ವರ ಸಭಾಂಗಣದಲ್ಲಿ ಇಂದು ಬೆಳಿಗ್ಗೆ 10-30 ಘಂಟೆಗೆ ಕಾಲೇಜು ಪ್ರಾಂಶುಪಾಲರ ನೇತೃತ್ವದಲ್ಲಿ ವಿಚಾರ ಸಂಕಿರಣ ಏರ್ಪಡಿಸಲಾಗಿದೆ. ವಿದ್ಯಾರ್ಥಿಗಳು ಮತ್ತು ಅಧ್ಯಾಪಕರು ಭಾಗವಹಿಸಲಿದ್ದಾರೆ. ಬೆಂಗಳೂರು ಉತ್ತರ ವಿಶ್ವವಿದ್ಯಾಲಯದ ಕುಲಪತಿಗಳು ಉದ್ಘಾಟನೆ ನೆರವೇರಿಸಲಿದ್ದಾರೆ.: [83, 961, 213, 1133]
gas-title: ಗ್ಯಾಸ್ ರೀಫಿಲ್ಲಿಂಗ್ ಅಕ್ರಮ ದಂಧೆಗೆ: [463, 89, 682, 112]
event-heading: ಪ್ರಸ್ತುತ ವಿದ್ಯಮಾನ: ವಿಚಾರ ಸಂಕಿರಣ, ಸಂವಾದ ಕಾರ್ಯಕ್ರಮ: [83, 900, 205, 956]
cinema-shows: ಇಂದು ಬೆಳಿಗ್ಗೆ 7 ಘಂಟೆಗೆ: [242, 1315, 333, 1328]
event-text: ಚಿಂತಾಮಣಿ ನಗರದ ಲಯನ್ಸ್ ಕ್ಲಬ್ ವತಿಯಿಂದ ಇಂದು ಬೆಳಿಗ್ಗೆ 10 ಘಂಟೆಗೆ ಉಚಿತ ಆರೋಗ್ಯ ತಪಾಸಣಾ ಶಿಬಿರ ಏರ್ಪಡಿಸಲಾಗಿದೆ. ನುರಿತ ವೈದ್ಯರು ತಪಾಸಣೆ ನಡೆಸಿ ಉಚಿತ ಔಷಧಿ ವಿತರಿಸಲಿದ್ದಾರೆ. ಸಾರ್ವಜನಿಕರು ಇದರ ಸದುಪಯೋಗ ಪಡೆದುಕೊಳ್ಳಬೇಕು.: [222, 598, 353, 735]
commodity-name: ಬಜ್ಜಿಮೆಣಸು: [1230, 1081, 1342, 1103]
commodity-price: 2000-3000: [1342, 1081, 1467, 1103]
commodity-price: 4000-6000: [1342, 1036, 1467, 1059]
market-kicker: ಕೋಲಾರ ಎಪಿಎಂಸಿ: [1295, 812, 1402, 831]
festival-text: ಬಂಗಾರಪೇಟೆಯ ಕನ್ನಡ ಸಾಹಿತ್ಯ ಪರಿಷತ್ ವತಿಯಿಂದ 2024ರ ಕನ್ನಡ ಹಬ್ಬ ಕಾರ್ಯಕ್ರಮವನ್ನು ಇದೇ ತಿಂಗಳು 28ರಂದು ಆಯೋಜಿಸಲಾಗಿದೆ. ಕಾರ್ಯಕ್ರಮದಲ್ಲಿ ಕನ್ನಡ ಕವಿಗೋಷ್ಠಿ, ಸಾಂಸ್ಕೃತಿಕ ಕಾರ್ಯಕ್ರಮಗಳು ನಡೆಯಲಿವೆ. ಆಸಕ್ತರು ಹೆಸರು ನೋಂದಾಯಿಸಬಹುದು ಎಂದು ಅಧ್ಯಕ್ಷರು ತಿಳಿಸಿದ್ದಾರೆ.: [514, 1003, 740, 1113]
market-title: ಮಾರುಕಟ್ಟೆ ಧಾರಣೆ: [1293, 837, 1404, 859]
commodity-name: ನುಗ್ಗೆಕಾಯಿ: [1230, 1170, 1342, 1193]
kannada-rally-story: ಜ್ಯೋತಿ ರಥಯಾತ್ರೆ ಕೋಲಾರ, ಜುಲೈ 25 (ಕರ್ನಾಟಕ ವಾರ್ತೆ): ಕೋಲಾರ ಜಿಲ್ಲೆಯಲ್ಲಿ ಆಗಸ್ಟ್ 5 ರಂದು ಕನ್ನಡ ಜ್ಯೋತಿ ರಥಯಾತ್ರೆ ಆಗಮಿಸಲಿದ್ದು ಜಿಲ್ಲಾಡಳಿತದ ವತಿಯಿಂದ ಸ್ವಾಗತ ಕೋರಲು ಸಿದ್ಧತೆ ನಡೆಸಲಾಗಿದೆ. ಕರ್ನಾಟಕ ಸುವರ್ಣ ಸಂಭ್ರಮದ ಅಂಗವಾಗಿ ರಥಯಾತ್ರೆ ರಾಜ್ಯದಾದ್ಯಂತ ಸಂಚರಿಸುತ್ತಿದ್ದು ಜಿಲ್ಲೆಯ ಎಲ್ಲಾ ತಾಲ್ಲೂಕುಗಳಲ್ಲಿ ಸಂಚರಿಸಲಿದೆ. ಜನಪ್ರತಿನಿಧಿಗಳು, ಅಧಿಕಾರಿಗಳು, ಸಂಘ ಸಂಸ್ಥೆಗಳ ಪದಾಧಿಕಾರಿಗಳು ಹಾಗೂ ಸಾರ್ವಜನಿಕರು ಪಾಲ್ಗೊಳ್ಳಬೇಕು. ರಥ ಸಾಗುವ ಮಾರ್ಗದಲ್ಲಿ ಸ್ವಚ್ಛತೆ ಕಾಪಾಡಲು ಸೂಚಿಸಲಾಗಿದೆ. ಕನ್ನಡ ಸಾಹಿತ್ಯ ಪರಿಷತ್ ಹಾಗೂ ವಿವಿಧ ಸಂಘಟನೆಗಳು ಸಹಕಾರ ನೀಡಬೇಕು ಎಂದು ಜಿಲ್ಲಾಧಿಕಾರಿ ತಿಳಿಸಿದ್ದಾರೆ. ಕೋಲಾರ / ಜುಲೈ 25: ಕೋಲಾರ ಮತ್ತು ಚಿಕ್ಕಬಳ್ಳಾಪುರ ಜಿಲ್ಲಾ ಹಾಲು ಒಕ್ಕೂಟದ ವತಿಯಿಂದ ರೈತರಿಗೆ ಪ್ರೋತ್ಸಾಹ ಧನ ವಿತರಣೆ ಮಾಡಲಾಗುವುದು ಎಂದು ಅಧ್ಯಕ್ಷರು ತಿಳಿಸಿದರು.: [1228, 1245, 1476, 1520]
yuvanidhi-col-2: ನಿರುದ್ಯೋಗಿಗಳು ತಮ್ಮ ಸ್ವಯಂ ಘೋಷಣೆಯನ್ನು ಸೇವಾ ಸಿಂಧು ಪೋರ್ಟಲ್‌ನಲ್ಲಿ ಪ್ರತಿ ತಿಂಗಳು 25 ನೇ ತಾರೀಖಿನ ಒಳಗೆ ಸಲ್ಲಿಸಬೇಕು. ಉದ್ಯೋಗ ಪಡೆದವರು ಅಥವಾ ಉನ್ನತ ವ್ಯಾಸಂಗಕ್ಕೆ ಸೇರಿದವರು ಯೋಜನೆಯಿಂದ ಹೊರಗುಳಿಯಬೇಕು ಎಂದು ಜಿಲ್ಲಾ ಉದ್ಯೋಗಾಧಿಕಾರಿಗಳು ತಿಳಿಸಿದ್ದಾರೆ.: [1083, 1290, 1217, 1458]
cinema-shows: ಶಶಿಕುಮಾರ್, ಭವ್ಯ: [392, 1299, 462, 1311]
cinema-shows: ದರ್ಶನ್, ನವ್ಯನಾಯರ್: [386, 1384, 469, 1396]
paper-name: ಕೋಲಾರ ಪತ್ರಿಕೆ: [54, 46, 139, 66]
cinema-shows: ರವಿಚಂದ್ರನ್, ಮೋಹಿನಿ. ಇಂದು ಸಂಜೆ 4 ಘಂಟೆಗೆ: [371, 833, 483, 863]
commodity-price: 1500-2500: [1342, 1126, 1467, 1148]
cinema-movie: ದೃಶ್ಯ-2: [409, 932, 446, 948]
commodity-price: 2000-6000: [1342, 880, 1467, 902]
market-row: [1230, 969, 1468, 991]
market-row: [1230, 1103, 1468, 1126]
event-text: ನಿರ್ದೇಶಕ ಮುಖ್ಯ ಅತಿಥಿಗಳು. ಹಿರಿಯ ಪತ್ರಕರ್ತ ಕಾರ್ಯಕ್ರಮ ಉದ್ಘಾಟಿಸಲಿದ್ದಾರೆ.: [222, 500, 353, 548]
yuvanidhi-title: ಯುವನಿಧಿ ಯೋಜನೆ: ಘೋಷಣೆಗೆ ಕರೆ: [825, 1243, 1150, 1274]
gas-col-1b: [404, 493, 508, 961]
